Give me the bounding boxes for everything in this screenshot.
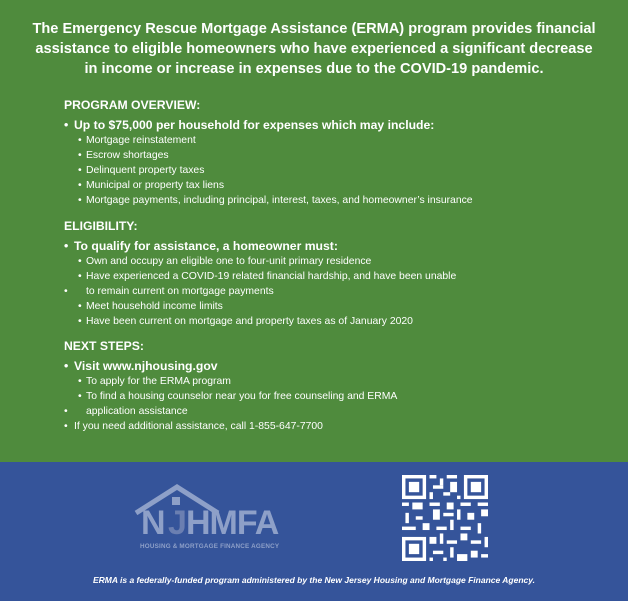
list-item: • To apply for the ERMA program	[64, 374, 604, 389]
list-item: • Own and occupy an eligible one to four-unit primary residence	[64, 254, 604, 269]
website-link[interactable]: • Visit www.njhousing.gov	[64, 359, 604, 374]
intro-line: The Emergency Rescue Mortgage Assistance (ERMA) program provides financial	[32, 21, 596, 37]
list-item: • Mortgage payments, including principal, interest, taxes, and homeowner’s insurance	[64, 193, 604, 208]
logo-letter-j: J	[168, 504, 187, 542]
list-item: • Municipal or property tax liens	[64, 178, 604, 193]
list-item: • Have experienced a COVID-19 related financial hardship, and have been unable	[64, 269, 604, 284]
njhmfa-logo	[132, 483, 318, 555]
eligibility-heading: ELIGIBILITY:	[64, 219, 138, 233]
eligibility-lead: • To qualify for assistance, a homeowner must:	[64, 239, 604, 254]
list-item: • Mortgage reinstatement	[64, 133, 604, 148]
phone-assistance-item: • If you need additional assistance, call 1-855-647-7700	[64, 419, 604, 434]
list-item-continuation: • to remain current on mortgage payments	[64, 284, 604, 299]
list-item: • Escrow shortages	[64, 148, 604, 163]
footer-disclaimer: ERMA is a federally-funded program administered by the New Jersey Housing and Mortgage Finance Agency.	[92, 575, 536, 585]
intro-text	[10, 19, 618, 79]
list-item-continuation: • application assistance	[64, 404, 604, 419]
list-item: • To find a housing counselor near you for free counseling and ERMA	[64, 389, 604, 404]
intro-line: assistance to eligible homeowners who have experienced a significant decrease	[35, 41, 593, 57]
eligibility-section	[64, 219, 604, 329]
next-steps-heading: NEXT STEPS:	[64, 339, 144, 353]
logo-tagline: HOUSING & MORTGAGE FINANCE AGENCY	[140, 543, 280, 550]
qr-code-icon[interactable]	[401, 475, 489, 561]
next-steps-section	[64, 339, 604, 434]
program-overview-section	[64, 98, 604, 208]
program-overview-heading: PROGRAM OVERVIEW:	[64, 98, 201, 112]
logo-letters-hmfa: HMFA	[186, 504, 279, 542]
list-item: • Meet household income limits	[64, 299, 604, 314]
list-item: • Delinquent property taxes	[64, 163, 604, 178]
overview-lead: • Up to $75,000 per household for expenses which may include:	[64, 118, 604, 133]
intro-line: in income or increase in expenses due to the COVID-19 pandemic.	[84, 61, 544, 77]
logo-letter-n: N	[141, 504, 166, 542]
list-item: • Have been current on mortgage and property taxes as of January 2020	[64, 314, 604, 329]
content-sections	[64, 98, 604, 434]
